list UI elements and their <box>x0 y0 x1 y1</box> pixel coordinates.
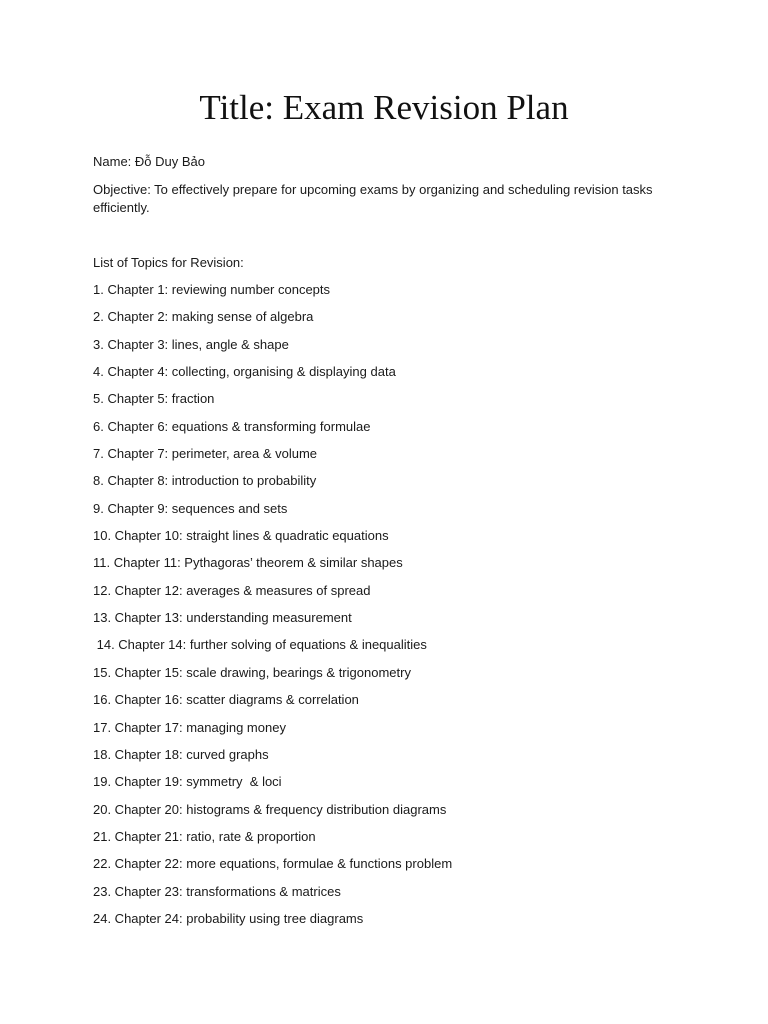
topic-item: 24. Chapter 24: probability using tree diagrams <box>93 910 364 926</box>
topic-item: 8. Chapter 8: introduction to probability <box>93 473 317 489</box>
topic-item: 2. Chapter 2: making sense of algebra <box>93 309 314 325</box>
topic-item: 17. Chapter 17: managing money <box>93 719 286 735</box>
topic-item: 11. Chapter 11: Pythagoras’ theorem & similar shapes <box>93 555 403 571</box>
topics-heading: List of Topics for Revision: <box>93 255 244 270</box>
topic-item: 12. Chapter 12: averages & measures of spread <box>93 582 371 598</box>
topic-item: 1. Chapter 1: reviewing number concepts <box>93 282 331 297</box>
topic-item: 22. Chapter 22: more equations, formulae & functions problem <box>93 856 453 872</box>
topic-item: 15. Chapter 15: scale drawing, bearings & trigonometry <box>93 664 411 680</box>
topic-item: 6. Chapter 6: equations & transforming formulae <box>93 418 371 434</box>
topic-list <box>93 281 452 937</box>
topic-item: 23. Chapter 23: transformations & matrices <box>93 883 341 899</box>
topic-item: 10. Chapter 10: straight lines & quadratic equations <box>93 528 389 544</box>
topic-item: 5. Chapter 5: fraction <box>93 391 215 407</box>
topic-item: 14. Chapter 14: further solving of equations & inequalities <box>93 637 427 653</box>
topic-item: 21. Chapter 21: ratio, rate & proportion <box>93 828 316 844</box>
objective-paragraph: Objective: To effectively prepare for upcoming exams by organizing and scheduling revision tasks efficiently. <box>93 182 653 215</box>
topic-item: 7. Chapter 7: perimeter, area & volume <box>93 446 318 462</box>
name-line: Name: Đỗ Duy Bảo <box>93 154 205 169</box>
topic-item: 3. Chapter 3: lines, angle & shape <box>93 336 289 352</box>
topic-item: 4. Chapter 4: collecting, organising & displaying data <box>93 364 396 380</box>
topic-item: 16. Chapter 16: scatter diagrams & correlation <box>93 692 359 708</box>
topic-item: 13. Chapter 13: understanding measurement <box>93 610 352 626</box>
topic-item: 18. Chapter 18: curved graphs <box>93 746 269 762</box>
document-title: Title: Exam Revision Plan <box>199 88 569 127</box>
topic-item: 9. Chapter 9: sequences and sets <box>93 500 288 516</box>
topic-item: 19. Chapter 19: symmetry & loci <box>93 774 282 790</box>
topic-item: 20. Chapter 20: histograms & frequency distribution diagrams <box>93 801 447 817</box>
